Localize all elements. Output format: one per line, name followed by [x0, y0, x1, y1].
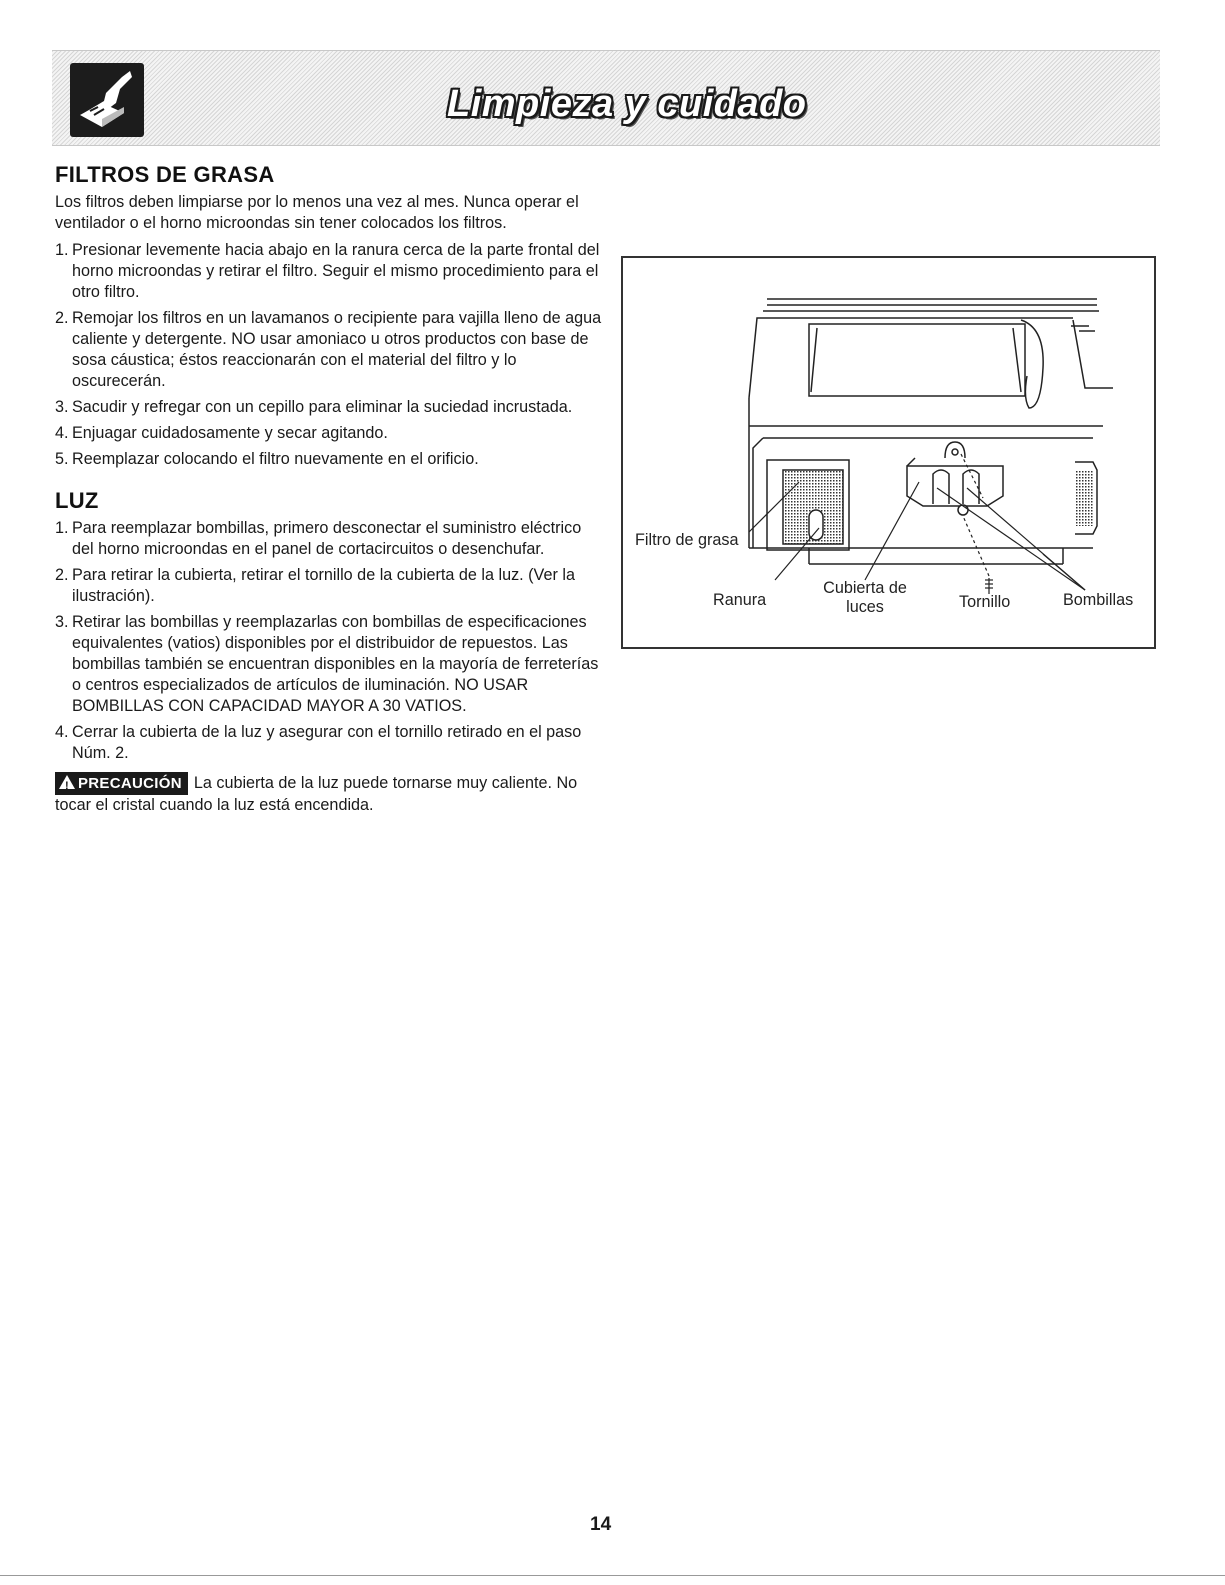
luz-steps — [55, 518, 603, 764]
section-heading-filtros: FILTROS DE GRASA — [55, 162, 275, 187]
caution-note — [55, 772, 603, 816]
list-item: 1. Para reemplazar bombillas, primero desconectar el suministro eléctrico del horno microondas en el panel de cortacircuitos o desenchufar. — [55, 519, 582, 558]
page-number: 14 — [590, 1514, 612, 1535]
list-item: 4. Cerrar la cubierta de la luz y asegurar con el tornillo retirado en el paso Núm. 2. — [55, 723, 582, 762]
list-item: 2. Para retirar la cubierta, retirar el tornillo de la cubierta de la luz. (Ver la ilustración). — [55, 566, 575, 605]
filtros-steps — [55, 240, 603, 470]
label-filtro-de-grasa: Filtro de grasa — [635, 531, 739, 549]
bottom-rule — [0, 1575, 1225, 1576]
caution-badge: !PRECAUCIÓN — [55, 772, 188, 795]
list-item: 4. Enjuagar cuidadosamente y secar agitando. — [55, 424, 388, 442]
label-bombillas: Bombillas — [1063, 591, 1134, 609]
page-title: Limpieza y cuidado — [447, 83, 807, 125]
header-banner — [52, 50, 1160, 146]
cleaning-hand-sponge-icon — [70, 63, 144, 137]
list-item: 3. Retirar las bombillas y reemplazarlas con bombillas de especificaciones equivalentes (vatios) disponibles por el distribuidor de repuestos. Las bombillas también se encuentran disponibles en la mayoría de ferreterías o centros especializados de artículos de iluminación. NO USAR BOMBILLAS CON CAPACIDAD MAYOR A 30 VATIOS. — [55, 613, 599, 715]
warning-triangle-icon — [59, 775, 75, 789]
filtros-intro: Los filtros deben limpiarse por lo menos una vez al mes. Nunca operar el ventilador o el horno microondas sin tener colocados los filtros. — [55, 193, 579, 232]
list-item: 5. Reemplazar colocando el filtro nuevamente en el orificio. — [55, 450, 479, 468]
list-item: 1. Presionar levemente hacia abajo en la ranura cerca de la parte frontal del horno microondas y retirar el filtro. Seguir el mismo procedimiento para el otro filtro. — [55, 241, 600, 301]
label-tornillo: Tornillo — [959, 593, 1011, 611]
section-heading-luz: LUZ — [55, 488, 99, 513]
list-item: 2. Remojar los filtros en un lavamanos o recipiente para vajilla lleno de agua caliente y detergente. NO usar amoniaco u otros productos con base de sosa cáustica; éstos reaccionarán con el material del filtro y lo oscurecerán. — [55, 309, 602, 390]
label-cubierta-de-luces: Cubierta de luces — [823, 579, 907, 616]
caution-text: La cubierta de la luz puede tornarse muy caliente. No tocar el cristal cuando la luz está encendida. — [55, 774, 578, 814]
microwave-underside-illustration — [621, 256, 1156, 649]
list-item: 3. Sacudir y refregar con un cepillo para eliminar la suciedad incrustada. — [55, 398, 573, 416]
text-column — [55, 162, 603, 816]
label-ranura: Ranura — [713, 591, 767, 609]
